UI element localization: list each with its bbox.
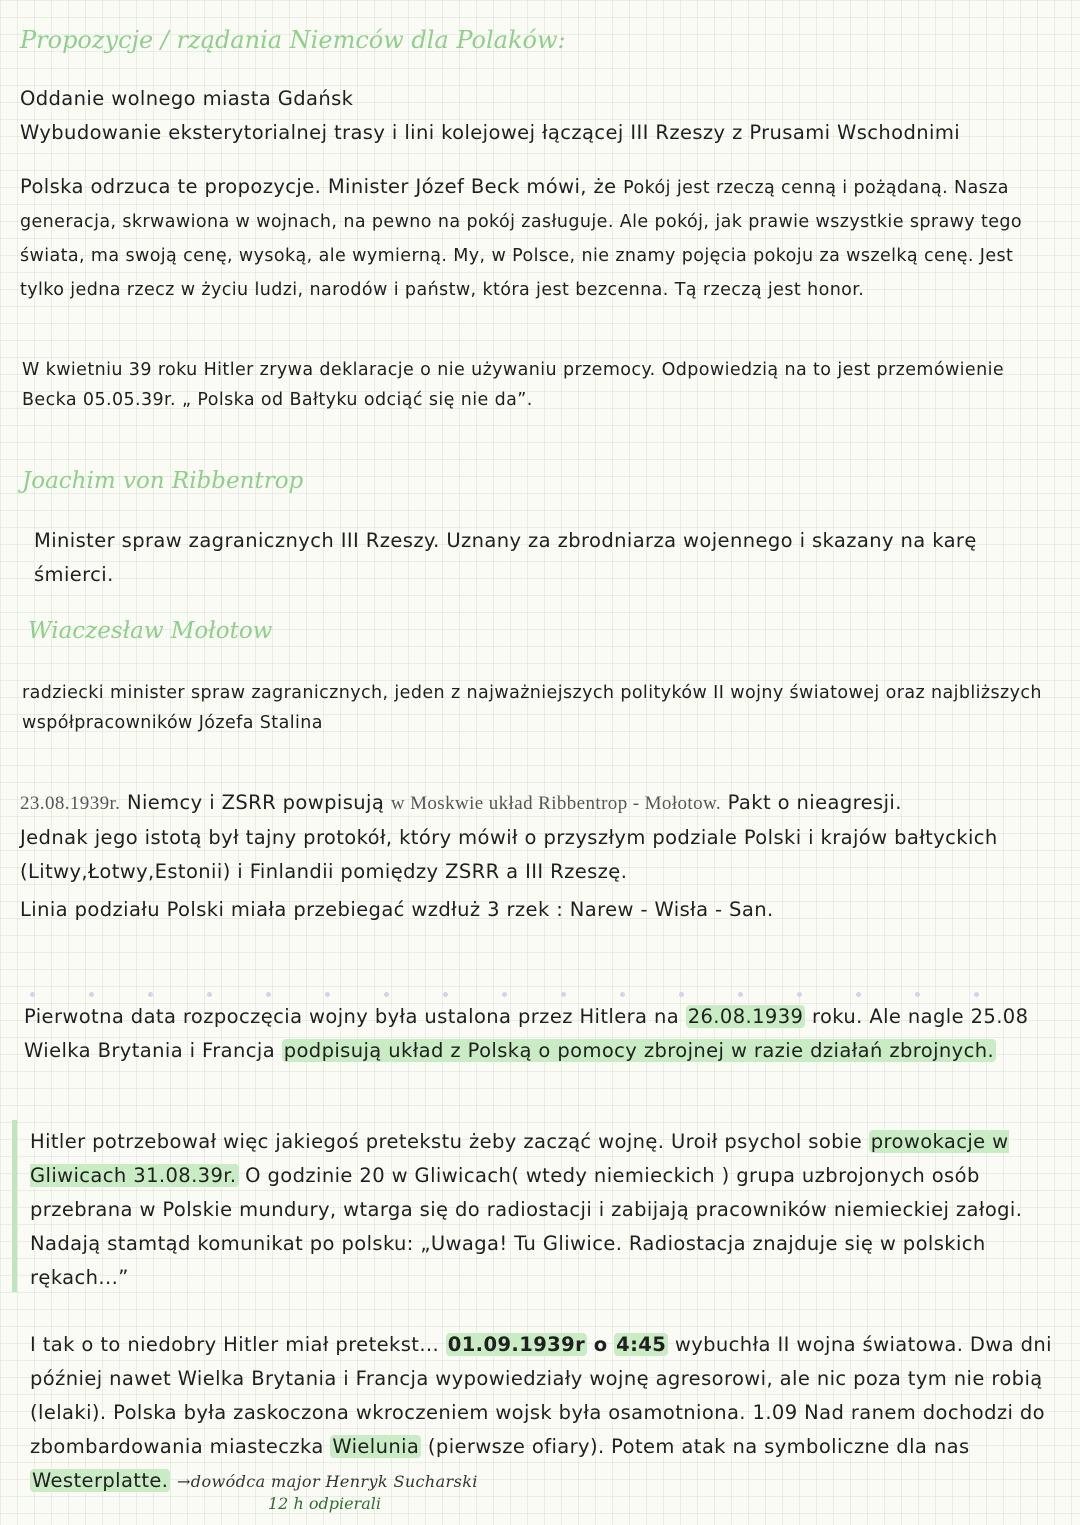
highlight-westerplatte: Westerplatte. <box>32 1469 169 1492</box>
text: Hitler potrzebował więc jakiegoś pretekstu żeby zacząć wojnę. Uroił psychol sobie <box>30 1130 863 1153</box>
text: (pierwsze ofiary). Potem atak na symboliczne dla nas <box>427 1435 970 1458</box>
highlight-date: 26.08.1939 <box>687 1005 804 1028</box>
text: o <box>593 1333 608 1356</box>
pact-name: Pakt o nieagresji. <box>727 791 902 814</box>
pact-rivers: Linia podziału Polski miała przebiegać wzdłuż 3 rzek : Narew - Wisła - San. <box>20 898 774 921</box>
beck-lead: Polska odrzuca te propozycje. Minister Józef Beck mówi, że <box>20 175 617 198</box>
heading-proposals: Propozycje / rządania Niemców dla Polaków: <box>20 26 566 54</box>
pact-text: Niemcy i ZSRR powpisują <box>126 791 385 814</box>
handwritten-note-duration: 12 h odpierali <box>268 1494 381 1513</box>
april-paragraph: W kwietniu 39 roku Hitler zrywa deklaracje o nie używaniu przemocy. Odpowiedzią na to jest przemówienie Becka 05.05.39r. „ Polska od Bałtyku odciąć się nie da”. <box>22 360 1005 410</box>
list-item: Oddanie wolnego miasta Gdańsk <box>20 87 354 110</box>
text: Ale nagle 25.08 Wielka Brytania i Francja <box>24 1005 1029 1062</box>
handwritten-note: →dowódca major Henryk Sucharski <box>177 1472 478 1491</box>
ribbentrop-name: Joachim von Ribbentrop <box>22 468 304 494</box>
war-start-paragraph <box>30 1328 1062 1499</box>
text: Pierwotna data rozpoczęcia wojny była ustalona przez Hitlera na <box>24 1005 680 1028</box>
pact-text-serif: w Moskwie układ Ribbentrop - Mołotow. <box>390 793 722 814</box>
beck-quote: Pokój jest rzeczą cenną i pożądaną. Nasza generacja, skrwawiona w wojnach, na pewno na pokój zasługuje. Ale pokój, jak prawie wszystkie sprawy tego świata, ma swoją cenę, wysoką, ale wymierną. My, w Polsce, nie znamy pojęcia pokoju za wszelką cenę. Jest tylko jedna rzecz w życiu ludzi, narodów i państw, która jest bezcenna. Tą rzeczą jest honor. <box>20 178 1023 300</box>
highlight-start-date: 01.09.1939r <box>447 1333 586 1356</box>
ribbentrop-text: Minister spraw zagranicznych III Rzeszy. Uznany za zbrodniarza wojennego i skazany na karę śmierci. <box>34 529 977 586</box>
molotov-name: Wiaczesław Mołotow <box>28 618 273 644</box>
molotov-text: radziecki minister spraw zagranicznych, jeden z najważniejszych polityków II wojny światowej oraz najbliższych współpracowników Józefa Stalina <box>22 683 1042 733</box>
dotted-divider <box>30 982 1060 990</box>
highlight-wielun: Wielunia <box>332 1435 420 1458</box>
highlight-gliwice: prowokacje w Gliwicach 31.08.39r. <box>30 1130 1009 1187</box>
highlight-start-time: 4:45 <box>616 1333 667 1356</box>
demands-list <box>20 82 1062 150</box>
list-item: Wybudowanie eksterytorialnej trasy i lini kolejowej łączącej III Rzeszy z Prusami Wschodnimi <box>20 121 961 144</box>
war-date-paragraph <box>24 1000 1062 1068</box>
text: wybuchła II wojna światowa. Dwa dni później nawet Wielka Brytania i Francja wypowiedziały wojnę agresorowi, ale nic poza tym nie robią (lelaki). Polska była zaskoczona wkroczeniem wojsk była osamotniona. 1.09 Nad ranem dochodzi do zbombardowania miasteczka <box>30 1333 1052 1458</box>
gliwice-paragraph <box>30 1125 1072 1295</box>
beck-paragraph <box>20 170 1062 306</box>
highlight-alliance: podpisują układ z Polską o pomocy zbrojnej w razie działań zbrojnych. <box>283 1039 995 1062</box>
pact-paragraph <box>20 786 1062 927</box>
pact-date: 23.08.1939r. <box>20 793 121 814</box>
text: I tak o to niedobry Hitler miał pretekst... <box>30 1333 440 1356</box>
text: roku. <box>811 1005 863 1028</box>
text: O godzinie 20 w Gliwicach( wtedy niemieckich ) grupa uzbrojonych osób przebrana w Polskie mundury, wtarga się do radiostacji i zabijają pracowników niemieckiej załogi. Nadają stamtąd komunikat po polsku: „Uwaga! Tu Gliwice. Radiostacja znajduje się w polskich rękach...” <box>30 1164 1023 1289</box>
pact-protocol: Jednak jego istotą był tajny protokół, który mówił o przyszłym podziale Polski i krajów bałtyckich (Litwy,Łotwy,Estonii) i Finlandii pomiędzy ZSRR a III Rzeszę. <box>20 826 998 883</box>
quote-bar <box>12 1120 17 1292</box>
